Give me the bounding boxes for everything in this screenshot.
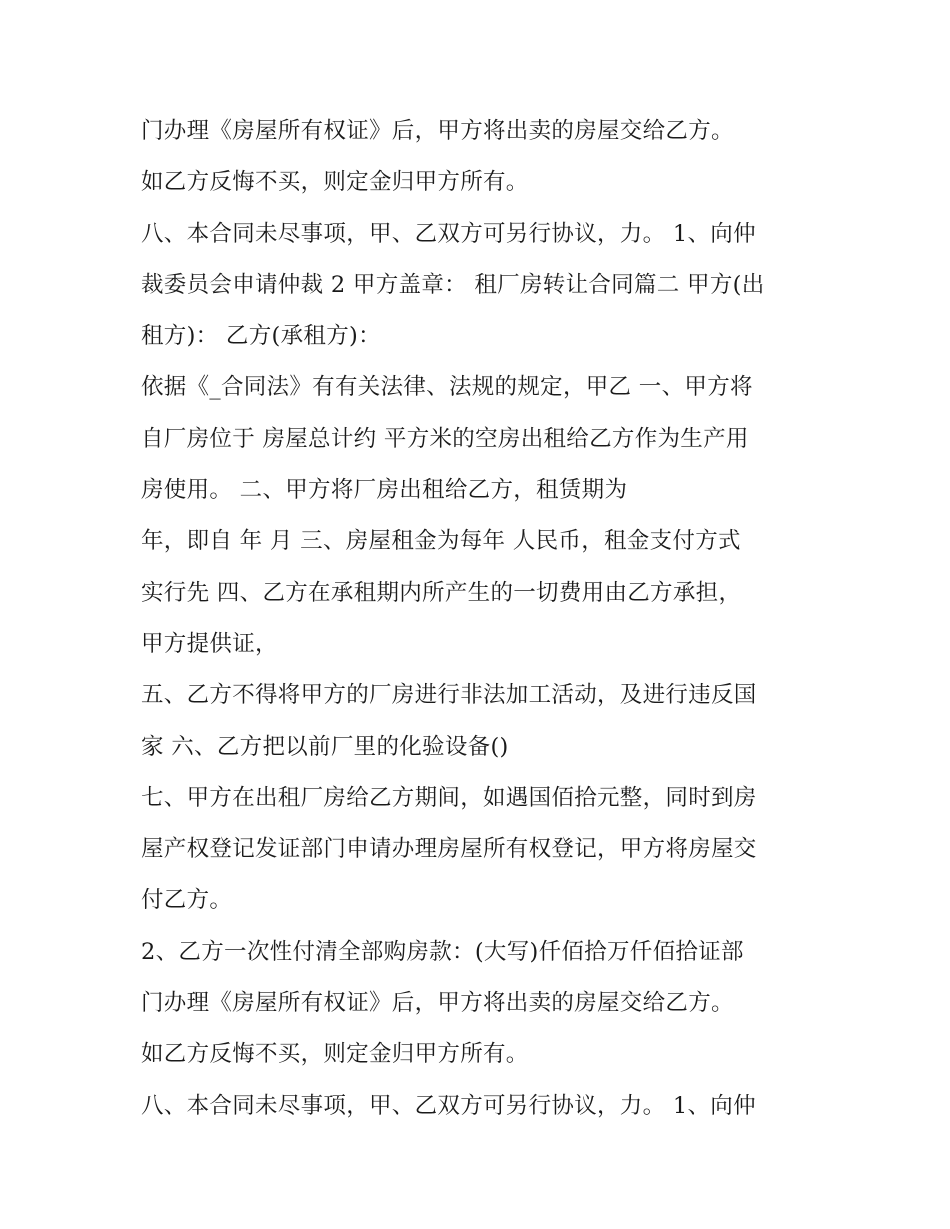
- text-line: 屋产权登记发证部门申请办理房屋所有权登记，甲方将房屋交: [141, 836, 757, 863]
- contract-body-text: [141, 106, 831, 1132]
- text-line: 租方)： 乙方(承租方)：: [141, 323, 381, 350]
- text-line: 家 六、乙方把以前厂里的化验设备(): [141, 733, 509, 760]
- text-line: 门办理《房屋所有权证》后，甲方将出卖的房屋交给乙方。: [141, 118, 734, 144]
- text-line: 实行先 四、乙方在承租期内所产生的一切费用由乙方承担，: [141, 579, 742, 606]
- text-line: 如乙方反悔不买，则定金归甲方所有。: [141, 169, 529, 196]
- text-line: 甲方提供证，: [141, 630, 278, 657]
- text-line: 年，即自 年 月 三、房屋租金为每年 人民币，租金支付方式: [141, 528, 741, 555]
- text-line: 房使用。 二、甲方将厂房出租给乙方，租赁期为: [141, 477, 628, 504]
- text-line: 七、甲方在出租厂房给乙方期间，如遇国佰拾元整，同时到房: [141, 784, 757, 811]
- text-line: 如乙方反悔不买，则定金归甲方所有。: [141, 1041, 529, 1068]
- text-line: 八、本合同未尽事项，甲、乙双方可另行协议，力。 1、向仲: [141, 220, 756, 247]
- text-line: 门办理《房屋所有权证》后，甲方将出卖的房屋交给乙方。: [141, 990, 734, 1017]
- text-line: 裁委员会申请仲裁 2 甲方盖章： 租厂房转让合同篇二 甲方(出: [141, 271, 765, 298]
- text-line: 五、乙方不得将甲方的厂房进行非法加工活动，及进行违反国: [141, 682, 757, 709]
- text-line: 八、本合同未尽事项，甲、乙双方可另行协议，力。 1、向仲: [141, 1092, 756, 1119]
- text-line: 依据《_合同法》有有关法律、法规的规定，甲乙 一、甲方将: [141, 374, 753, 401]
- text-line: 2、乙方一次性付清全部购房款：(大写)仟佰拾万仟佰拾证部: [141, 938, 744, 965]
- text-line: 自厂房位于 房屋总计约 平方米的空房出租给乙方作为生产用: [141, 425, 749, 452]
- text-line: 付乙方。: [141, 887, 233, 914]
